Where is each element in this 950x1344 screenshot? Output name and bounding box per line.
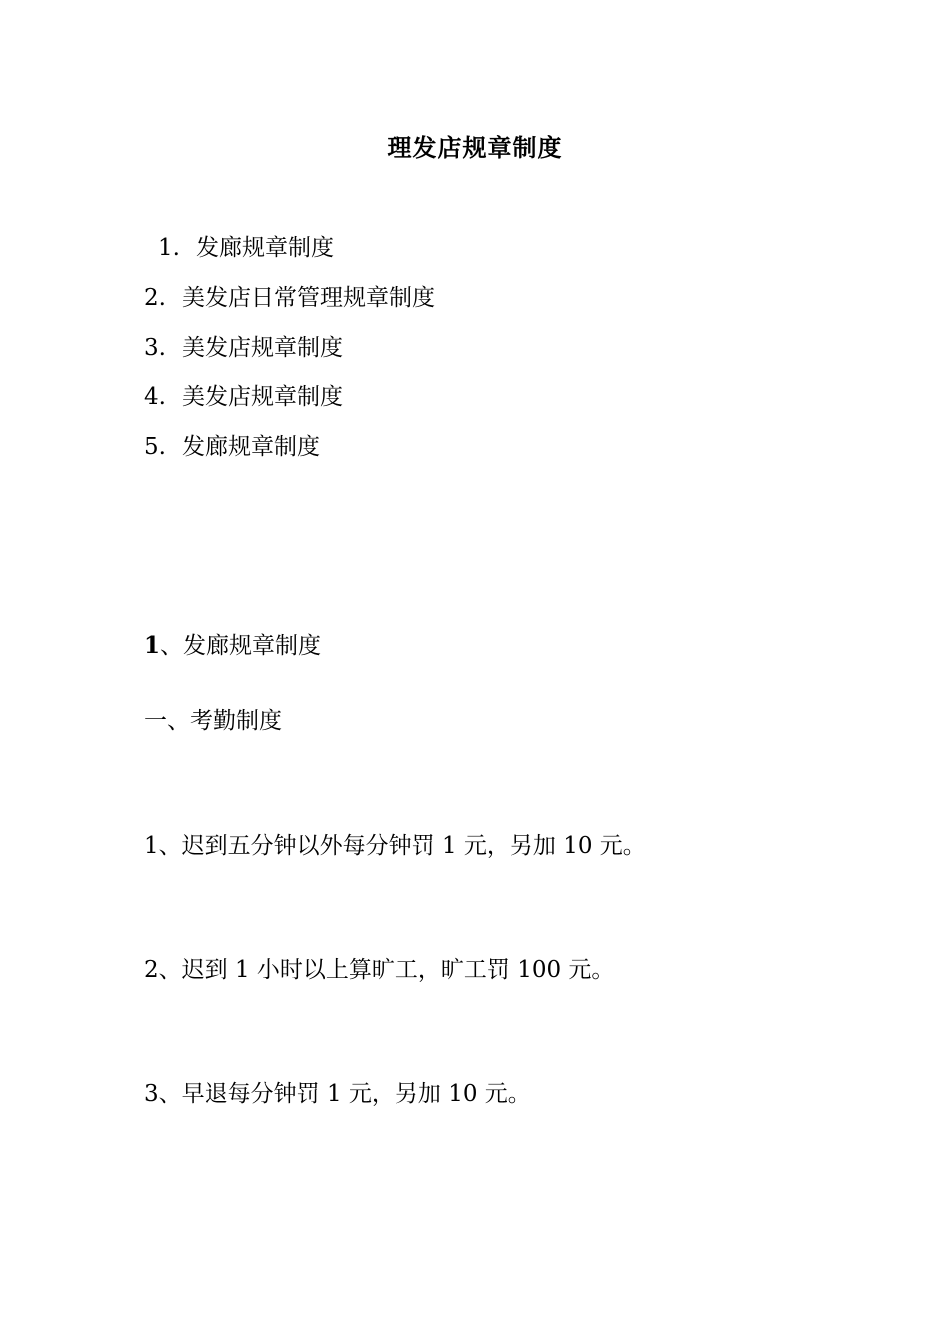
- rule-item: 3、早退每分钟罚 1 元，另加 10 元。: [144, 1081, 531, 1107]
- toc-item-text: 美发店规章制度: [182, 384, 343, 410]
- toc-item: [144, 334, 343, 362]
- toc-item-text: 美发店日常管理规章制度: [182, 285, 435, 311]
- section-heading: [144, 632, 321, 660]
- toc-item: [144, 383, 343, 411]
- toc-item-number: 4.: [144, 384, 166, 410]
- rule-item: 1、迟到五分钟以外每分钟罚 1 元，另加 10 元。: [144, 833, 646, 859]
- toc-item-number: 3.: [144, 335, 166, 361]
- section-number: 1: [144, 632, 161, 659]
- toc-item-text: 发廊规章制度: [196, 235, 334, 261]
- toc-item-text: 美发店规章制度: [182, 335, 343, 361]
- toc-item-number: 5.: [144, 434, 166, 460]
- toc-item: [158, 234, 334, 262]
- toc-item: [144, 433, 320, 461]
- toc-item-number: 1.: [158, 235, 180, 261]
- toc-item-number: 2.: [144, 285, 166, 311]
- sub-heading: 一、考勤制度: [144, 708, 282, 734]
- toc-item: [144, 284, 435, 312]
- document-title: 理发店规章制度: [387, 133, 563, 162]
- toc-item-text: 发廊规章制度: [182, 434, 320, 460]
- section-title: 、发廊规章制度: [160, 633, 322, 659]
- rule-item: 2、迟到 1 小时以上算旷工，旷工罚 100 元。: [144, 957, 615, 983]
